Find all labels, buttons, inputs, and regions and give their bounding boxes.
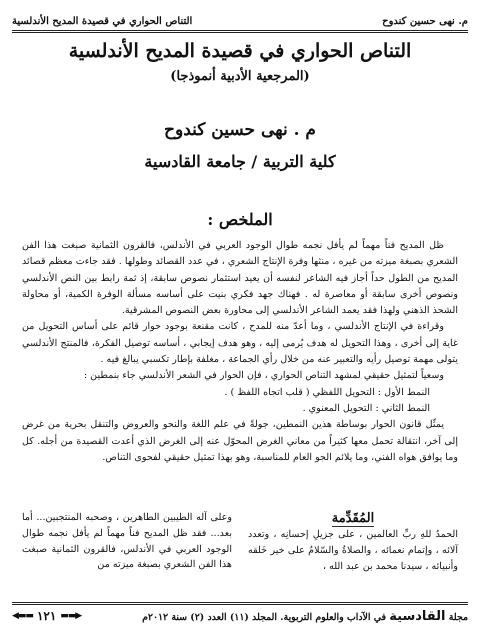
- intro-heading-text: المُقَدِّمة: [331, 511, 375, 526]
- running-header: [12, 8, 468, 33]
- author-name: م . نهى حسين كندوح: [164, 120, 316, 140]
- abstract-paragraph-3: وسعياً لتمثيل حقيقي لمشهد التناص الحواري ، فإن الحوار في الشعر الأندلسي جاء بنمطين :: [83, 370, 444, 382]
- journal-details: في الآداب والعلوم التربوية. المجلد (١١) العدد (٢) سنة ٢٠١٢م: [142, 611, 387, 623]
- page-number-block: [12, 609, 81, 623]
- intro-left-text: وعلى آله الطيبين الطاهرين ، وصحبه المنتجبين... أما بعد... فقد ظل المديح فناً مهماً لم يأفل نجمه طوال الوجود العربي في الأندلس، فالقرون الثمانية صبغت هذا الفن الشعري بصبغة ميزته من: [22, 512, 232, 571]
- header-title: التناص الحواري في قصيدة المديح الأندلسية: [12, 16, 193, 27]
- author-block: [0, 118, 480, 174]
- abstract-body: [22, 238, 458, 466]
- journal-prefix: مجلة: [448, 611, 468, 623]
- intro-heading: [248, 510, 458, 527]
- paper-title: التناص الحواري في قصيدة المديح الأندلسية: [68, 40, 412, 62]
- header-author: م. نهى حسين كندوح: [382, 16, 468, 27]
- intro-right-column: [248, 510, 458, 592]
- page-footer: [12, 602, 468, 627]
- ornament-left-icon: ◀▬▬: [12, 611, 33, 621]
- abstract-paragraph-2: وقراءة في الإنتاج الأندلسي ، وما أعدّ منه للمدح ، كانت مقنعة بوجود حوار قائم على أساس التحويل من غاية إلى أخرى ، وهذا التحويل له هدف يُرمى إليه ، وهو هدف إيجابي ، أساسه توصيل الفكرة، فالمنتج الأندلسي يتولى مهمة توصيل رأيه والتعبير عنه من خلال رأي الجماعة ، مغلفة بإطار تكسبي يبالغ فيه .: [22, 321, 458, 366]
- journal-brand: القادسية: [389, 608, 446, 624]
- journal-citation: [142, 609, 468, 624]
- page-number: ١٢١: [36, 609, 57, 623]
- author-affiliation: كلية التربية / جامعة القادسية: [144, 152, 336, 171]
- introduction-columns: [22, 510, 458, 592]
- abstract-pattern-2: النمط الثاني : التحويل المعنوي .: [302, 402, 430, 414]
- title-block: [0, 38, 480, 86]
- abstract-pattern-1: النمط الأول : التحويل اللفظي ( قلب اتجاه اللفظ ) .: [224, 386, 430, 398]
- paper-subtitle: (المرجعية الأدبية أنموذجا): [170, 69, 310, 84]
- ornament-right-icon: ▬▬▶: [60, 611, 82, 621]
- abstract-paragraph-4: يمثّل قانون الحوار بوساطة هذين النمطين، جولةً في علم اللغة والنحو والعروض والتنقل بحرية من غرض إلى آخر، انتقالة تحمل معها كثيراً من معاني الغرض المحوّل عنه إلى الغرض الذي أعدت القصيدة من أجله. كل وما يوافق هواه الفني، وما يلائم الجو العام للمناسبة، وهو بهذا تمثيل حقيقي لفحوى التناص.: [22, 419, 458, 463]
- abstract-heading: الملخص :: [207, 210, 273, 229]
- intro-right-text: الحمدُ للهِ ربِّ العالمين ، على جزيلِ إحسانِه ، وتعدد آلائه ، وإتمام نعمائه ، والصلاةُ والسّلامُ على خير خَلقه وأنبيائه ، سيدنا محمد بن عبد الله ،: [248, 529, 458, 572]
- abstract-paragraph-1: ظل المديح فناً مهماً لم يأفل نجمه طوال الوجود العربي في الأندلس، فالقرون الثمانية صبغت هذا الفن الشعري بصبغة ميزته من غيره ، منثها وفرة الإنتاج الشعري ، في عدد القصائد وطولها . فقد جاءت معظم قصائد المديح من الطول حداً أجاز فيه الشاعر لنفسه أن يعيد استثمار نصوص سابقة، إذ ثمة رابط بين النص الأندلسي ونصوص أخرى سابقة أو معاصرة له . فهناك جهد فكري بنيت على أساسه مسألة الوفرة الكمية، أو محاولة الشحذ الذهني ولهذا فقد يعمد الشاعر الأندلسي إلى محاورة بعض النصوص المشرقية.: [22, 240, 458, 317]
- intro-left-column: [22, 510, 232, 592]
